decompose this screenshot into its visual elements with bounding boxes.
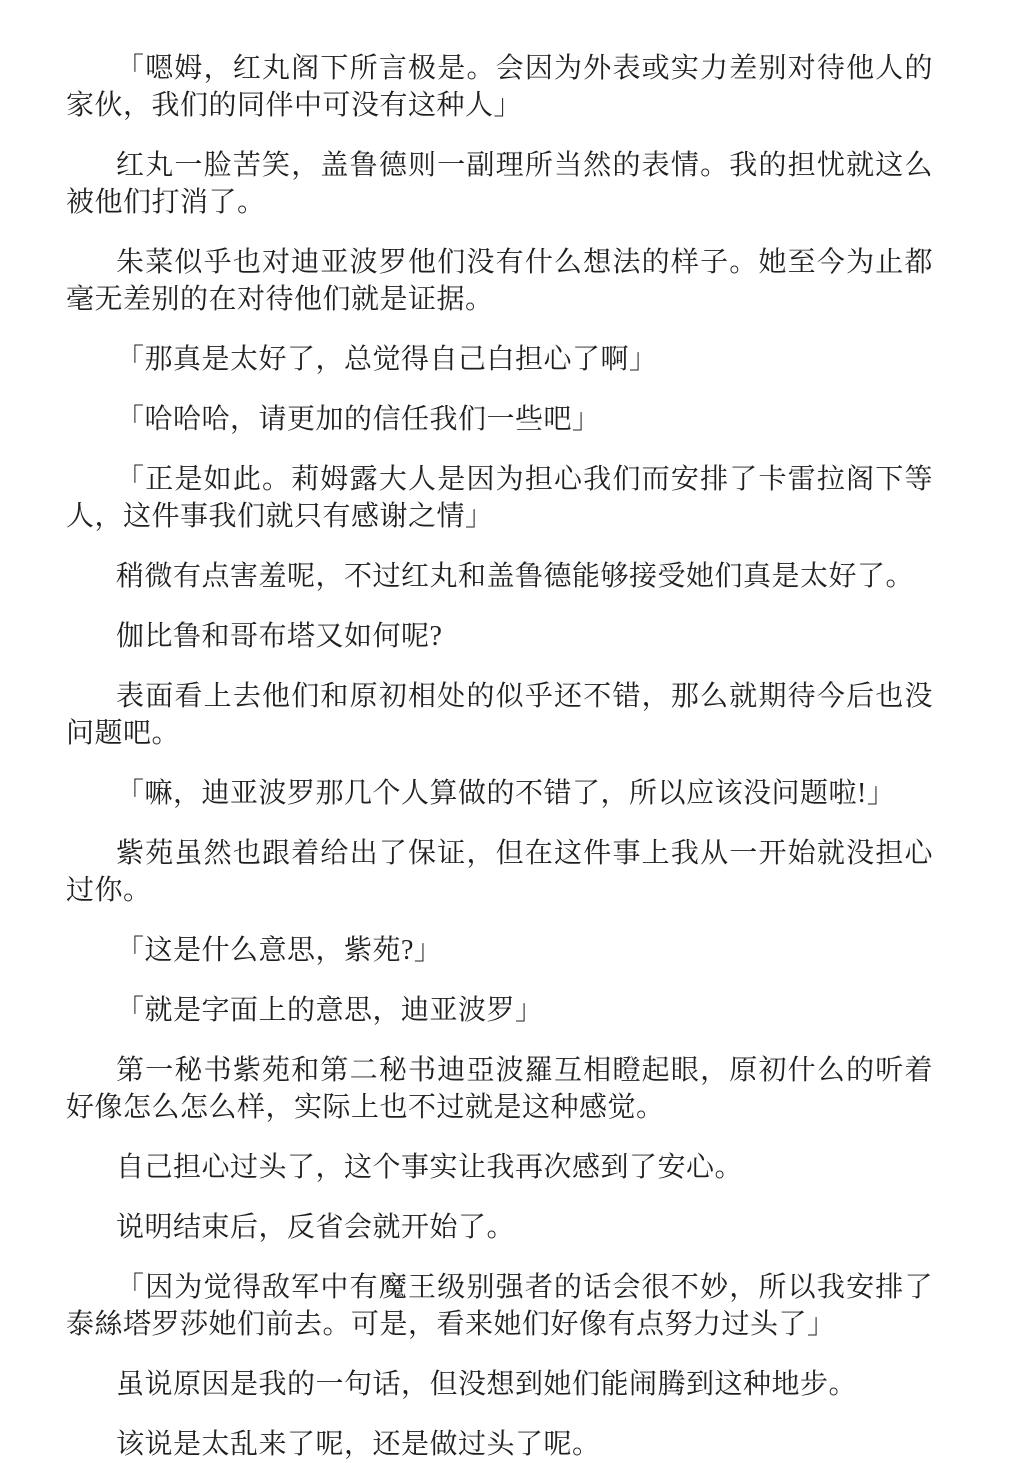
paragraph: 该说是太乱来了呢，还是做过头了呢。 [116,1429,601,1460]
paragraph: 朱菜似乎也对迪亚波罗他们没有什么想法的样子。她至今为止都毫无差别的在对待他们就是证据。 [66,247,933,315]
paragraph: 表面看上去他们和原初相处的似乎还不错，那么就期待今后也没问题吧。 [66,681,933,749]
paragraph: 「嘛，迪亚波罗那几个人算做的不错了，所以应该没问题啦!」 [116,778,896,809]
paragraph: 紫苑虽然也跟着给出了保证，但在这件事上我从一开始就没担心过你。 [66,838,933,906]
paragraph: 「哈哈哈，请更加的信任我们一些吧」 [116,404,601,435]
paragraph: 稍微有点害羞呢，不过红丸和盖鲁德能够接受她们真是太好了。 [116,561,915,592]
paragraph: 红丸一脸苦笑，盖鲁德则一副理所当然的表情。我的担忧就这么被他们打消了。 [66,150,933,218]
paragraph: 虽说原因是我的一句话，但没想到她们能闹腾到这种地步。 [116,1369,858,1400]
paragraph: 「嗯姆，红丸阁下所言极是。会因为外表或实力差别对待他人的家伙，我们的同伴中可没有这种人」 [66,53,933,121]
paragraph: 自己担心过头了，这个事实让我再次感到了安心。 [116,1152,744,1183]
paragraph: 说明结束后，反省会就开始了。 [116,1212,516,1243]
paragraph: 「那真是太好了，总觉得自己白担心了啊」 [116,344,658,375]
paragraph: 「因为觉得敌军中有魔王级别强者的话会很不妙，所以我安排了泰絲塔罗莎她们前去。可是，看来她们好像有点努力过头了」 [66,1272,933,1340]
paragraph: 「这是什么意思，紫苑?」 [116,935,443,966]
paragraph: 伽比鲁和哥布塔又如何呢? [116,621,443,652]
paragraph: 第一秘书紫苑和第二秘书迪亞波羅互相瞪起眼，原初什么的听着好像怎么怎么样，实际上也不过就是这种感觉。 [66,1055,933,1123]
paragraph: 「就是字面上的意思，迪亚波罗」 [116,995,544,1026]
paragraph: 「正是如此。莉姆露大人是因为担心我们而安排了卡雷拉阁下等人，这件事我们就只有感谢之情」 [66,464,933,532]
